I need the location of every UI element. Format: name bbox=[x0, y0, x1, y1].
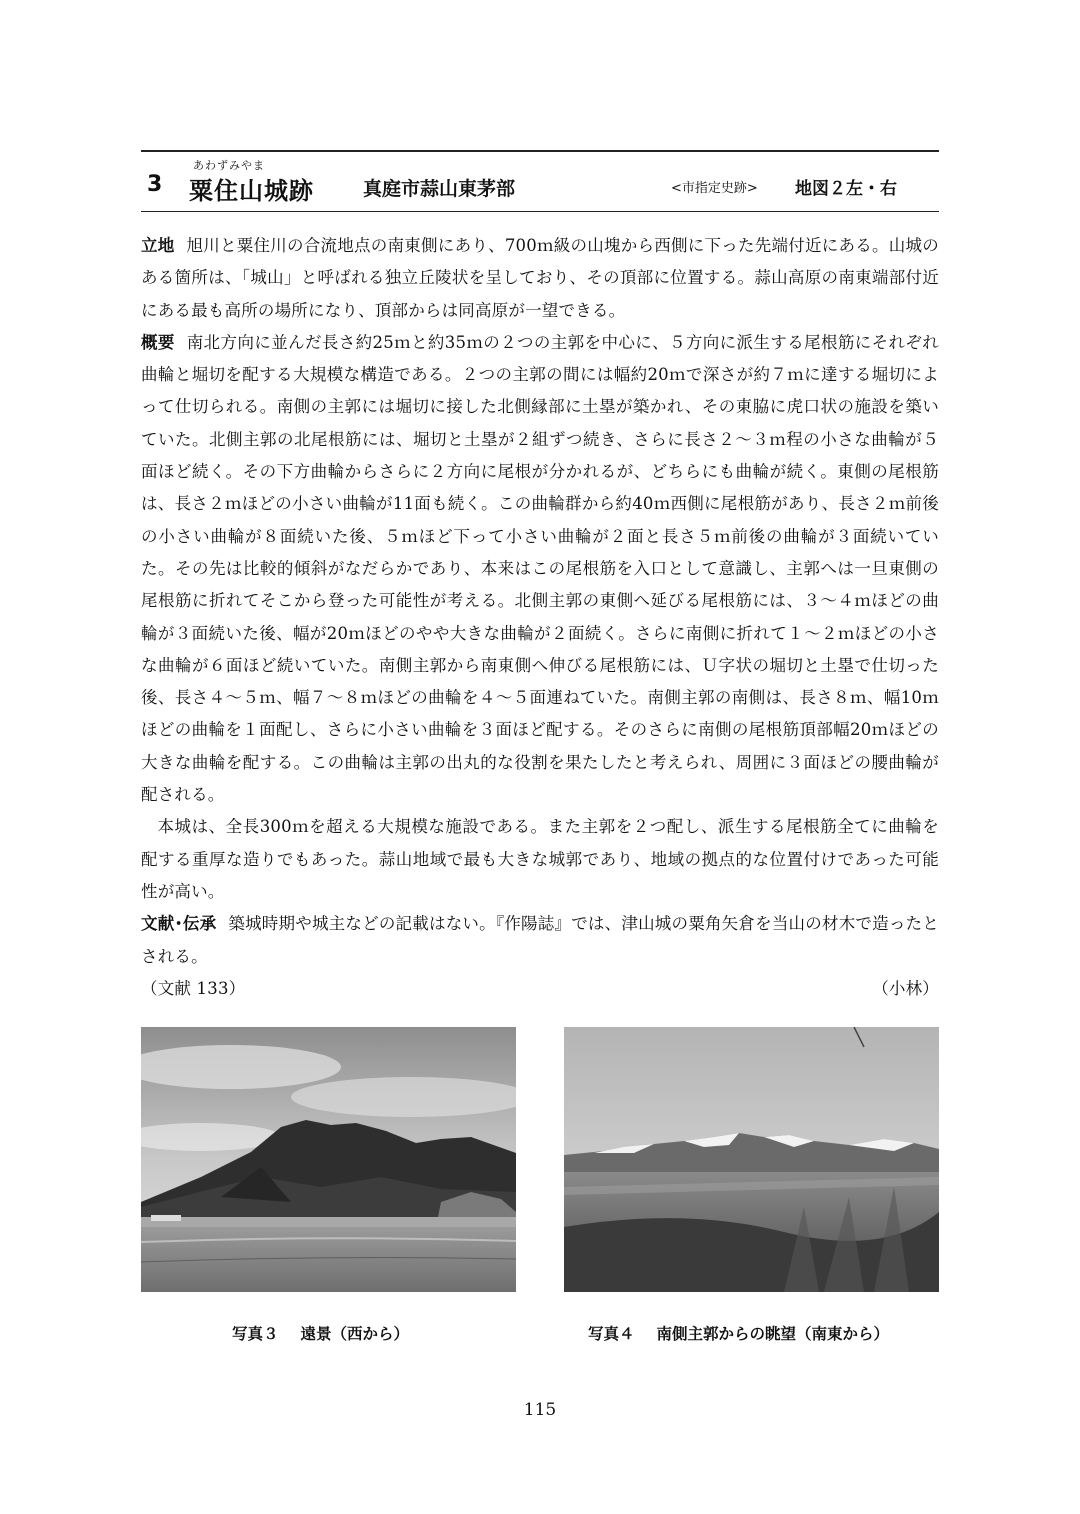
page-number: 115 bbox=[523, 1400, 557, 1420]
section-term: 概要 bbox=[141, 332, 175, 352]
section-term: 文献･伝承 bbox=[141, 914, 217, 934]
title-ruby: あわずみやま bbox=[193, 159, 265, 172]
photo-number: 写真３ bbox=[232, 1325, 279, 1343]
photo-view-from-south-bailey bbox=[564, 1027, 939, 1292]
section-text: 築城時期や城主などの記載はない。『作陽誌』では、津山城の粟角矢倉を当山の材木で造ったとされる。 bbox=[141, 914, 940, 966]
author-note: （小林） bbox=[872, 978, 939, 998]
section-bunken-footer bbox=[141, 973, 939, 1005]
photo-caption-4 bbox=[588, 1322, 889, 1344]
section-term: 立地 bbox=[141, 236, 175, 255]
photo-caption-3 bbox=[232, 1322, 409, 1344]
entry-title: 粟住山城跡 bbox=[189, 177, 314, 205]
section-gaiyou bbox=[141, 327, 939, 811]
section-text: 旭川と粟住川の合流地点の南東側にあり、700ｍ級の山塊から西側に下った先端付近にある。山城のある箇所は、「城山」と呼ばれる独立丘陵状を呈しており、その頂部に位置する。蒜山高原の南東端部付近にある最も高所の場所になり、頂部からは同高原が一望できる。 bbox=[141, 236, 939, 320]
header-bottom-rule bbox=[141, 211, 939, 212]
entry-number: 3 bbox=[147, 172, 163, 197]
body-text bbox=[141, 230, 939, 1005]
entry-header bbox=[141, 152, 939, 211]
section-gaiyou-para2: 本城は、全長300ｍを超える大規模な施設である。また主郭を２つ配し、派生する尾根筋全てに曲輪を配する重厚な造りでもあった。蒜山地域で最も大きな城郭であり、地域の拠点的な位置付けであった可能性が高い。 bbox=[141, 817, 939, 901]
photo-caption-text: 南側主郭からの眺望（南東から） bbox=[656, 1325, 890, 1343]
photo-number: 写真４ bbox=[588, 1325, 635, 1343]
photo-distant-view-image bbox=[141, 1027, 516, 1292]
entry-designation: <市指定史跡> bbox=[671, 181, 758, 196]
entry-location: 真庭市蒜山東茅部 bbox=[363, 178, 516, 200]
section-text: 南北方向に並んだ長さ約25ｍと約35ｍの２つの主郭を中心に、５方向に派生する尾根筋にそれぞれ曲輪と堀切を配する大規模な構造である。２つの主郭の間には幅約20ｍで深さが約７ｍに達する堀切によって仕切られる。南側の主郭には堀切に接した北側縁部に土塁が築かれ、その東脇に虎口状の施設を築いていた。北側主郭の北尾根筋には、堀切と土塁が２組ずつ続き、さらに長さ２～３ｍ程の小さな曲輪が５面ほど続く。その下方曲輪からさらに２方向に尾根が分かれるが、どちらにも曲輪が続く。東側の尾根筋は、長さ２ｍほどの小さい曲輪が11面も続く。この曲輪群から約40ｍ西側に尾根筋があり、長さ２ｍ前後の小さい曲輪が８面続いた後、５ｍほど下って小さい曲輪が２面と長さ５ｍ前後の曲輪が３面続いていた。その先は比較的傾斜がなだらかであり、本来はこの尾根筋を入口として意識し、主郭へは一旦東側の尾根筋に折れてそこから登った可能性が考える。北側主郭の東側へ延びる尾根筋には、３～４ｍほどの曲輪が３面続いた後、幅が20ｍほどのやや大きな曲輪が２面続く。さらに南側に折れて１～２ｍほどの小さな曲輪が６面ほど続いていた。南側主郭から南東側へ伸びる尾根筋には、Ｕ字状の堀切と土塁で仕切った後、長さ４～５ｍ、幅７～８ｍほどの曲輪を４～５面連ねていた。南側主郭の南側は、長さ８ｍ、幅10ｍほどの曲輪を１面配し、さらに小さい曲輪を３面ほど配する。そのさらに南側の尾根筋頂部幅20ｍほどの大きな曲輪を配する。この曲輪は主郭の出丸的な役割を果たしたと考えられ、周囲に３面ほどの腰曲輪が配される。 bbox=[141, 332, 939, 805]
reference-note: （文献 133） bbox=[141, 978, 246, 998]
photo-view-from-south-bailey-image bbox=[564, 1027, 939, 1292]
entry-map-reference: 地図２左・右 bbox=[795, 179, 897, 199]
section-bunken bbox=[141, 908, 939, 973]
photo-distant-view bbox=[141, 1027, 516, 1292]
photo-caption-text: 遠景（西から） bbox=[300, 1325, 410, 1343]
section-ritchi bbox=[141, 230, 939, 327]
